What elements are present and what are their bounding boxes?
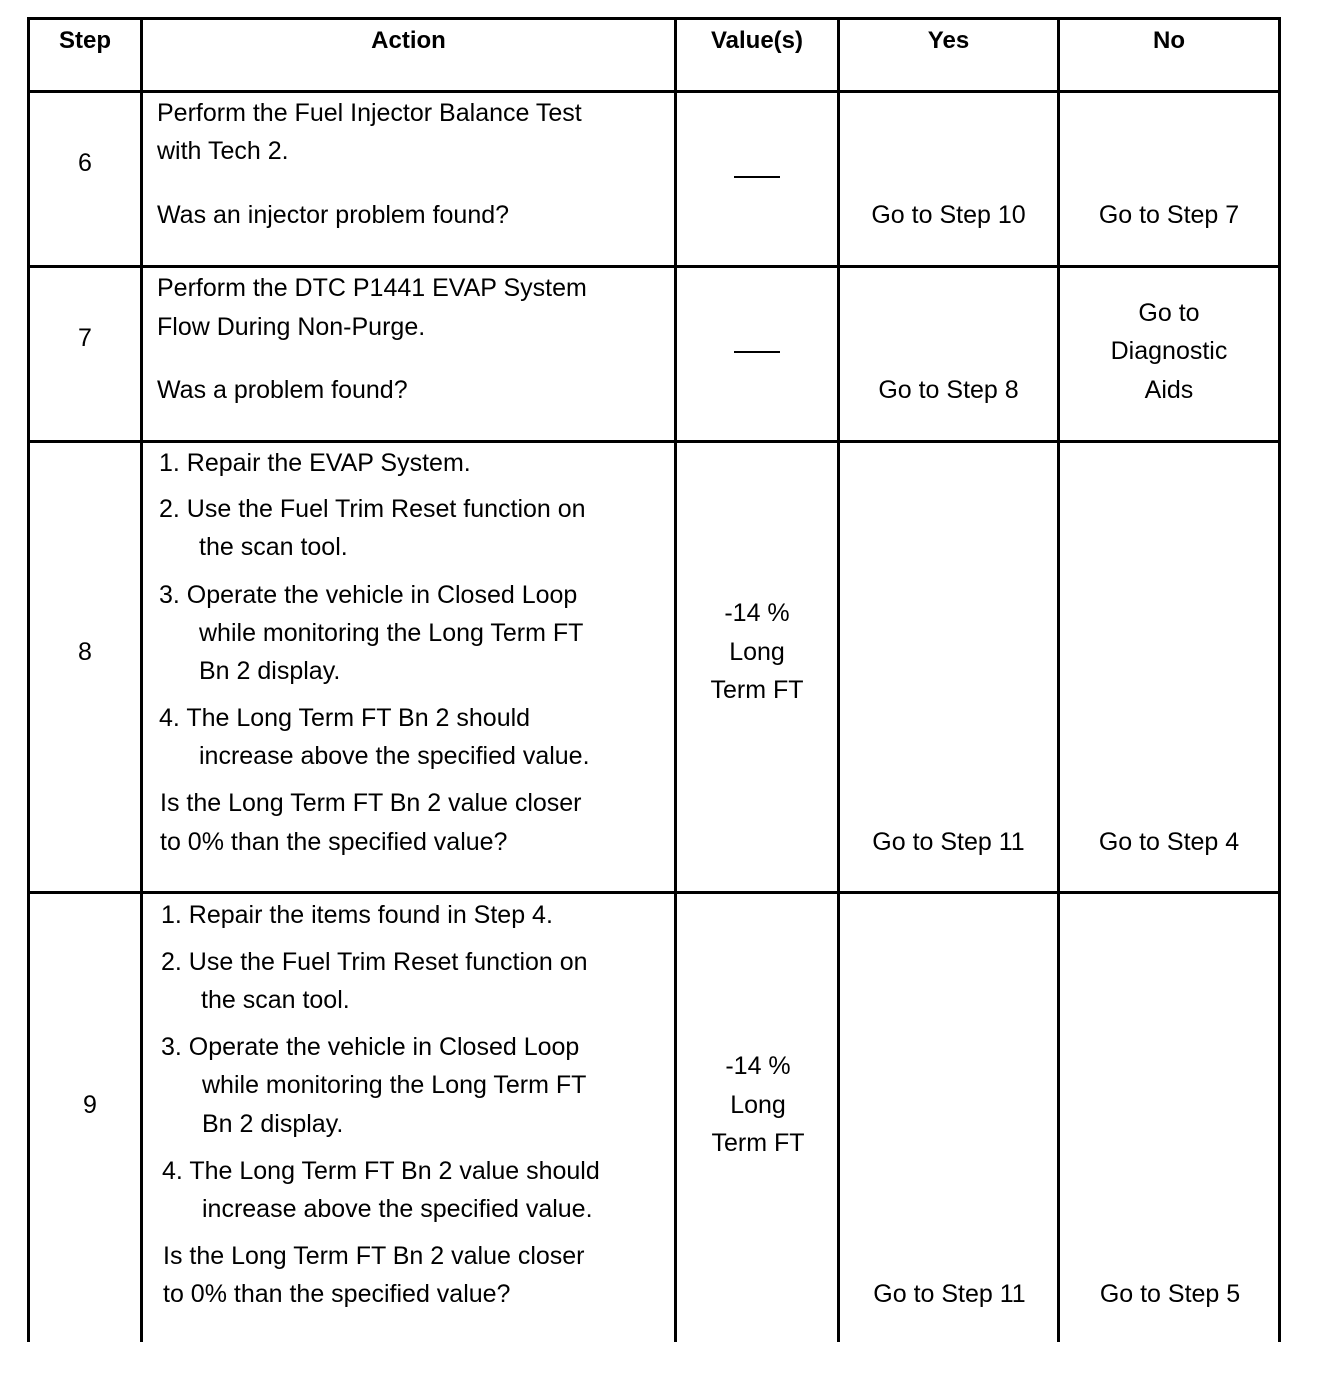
header-values: Value(s) [710, 27, 804, 54]
no-action: Diagnostic [1110, 337, 1228, 365]
yes-action: Go to Step 11 [873, 1280, 1026, 1308]
list-item: increase above the specified value. [202, 1195, 593, 1223]
list-item: 2. Use the Fuel Trim Reset function on [159, 495, 586, 523]
no-action: Go to Step 4 [1098, 828, 1240, 856]
no-action: Aids [1144, 376, 1194, 404]
value-text: Long [730, 1091, 786, 1119]
list-item: 2. Use the Fuel Trim Reset function on [161, 948, 588, 976]
row-6-bottom-border [27, 265, 1281, 268]
table-right-border [1278, 17, 1281, 1342]
list-item: Bn 2 display. [202, 1110, 344, 1138]
question-text: Is the Long Term FT Bn 2 value closer [163, 1242, 585, 1270]
action-text: Flow During Non-Purge. [157, 313, 426, 341]
no-action: Go to [1138, 299, 1200, 327]
value-text: Term FT [710, 676, 804, 704]
list-item: increase above the specified value. [199, 742, 590, 770]
step-number: 9 [83, 1091, 97, 1119]
no-value-dash [734, 351, 780, 353]
list-item: the scan tool. [199, 533, 348, 561]
value-text: -14 % [725, 1052, 791, 1080]
step-number: 8 [78, 638, 92, 666]
row-8-bottom-border [27, 891, 1281, 894]
question-text: to 0% than the specified value? [163, 1280, 511, 1308]
question-text: to 0% than the specified value? [160, 828, 508, 856]
table-top-border [27, 17, 1281, 20]
table-left-border [27, 17, 30, 1342]
row-7-bottom-border [27, 440, 1281, 443]
value-text: Term FT [711, 1129, 805, 1157]
no-value-dash [734, 176, 780, 178]
step-number: 7 [78, 324, 92, 352]
list-item: 1. Repair the items found in Step 4. [161, 901, 553, 929]
header-no: No [1153, 27, 1185, 54]
question-text: Is the Long Term FT Bn 2 value closer [160, 789, 582, 817]
action-text: with Tech 2. [157, 137, 289, 165]
question-text: Was an injector problem found? [157, 201, 510, 229]
action-text: Perform the DTC P1441 EVAP System [157, 274, 587, 302]
list-item: 1. Repair the EVAP System. [159, 449, 471, 477]
yes-action: Go to Step 10 [871, 201, 1026, 229]
yes-action: Go to Step 8 [878, 376, 1019, 404]
yes-action: Go to Step 11 [872, 828, 1025, 856]
value-text: -14 % [724, 599, 790, 627]
list-item: 4. The Long Term FT Bn 2 should [159, 704, 531, 732]
list-item: the scan tool. [201, 986, 350, 1014]
step-column-border [140, 17, 143, 1342]
no-action: Go to Step 7 [1098, 201, 1240, 229]
list-item: 4. The Long Term FT Bn 2 value should [162, 1157, 600, 1185]
list-item: 3. Operate the vehicle in Closed Loop [161, 1033, 580, 1061]
header-yes: Yes [927, 27, 970, 54]
question-text: Was a problem found? [157, 376, 408, 404]
action-text: Perform the Fuel Injector Balance Test [157, 99, 582, 127]
header-step: Step [58, 27, 111, 54]
list-item: while monitoring the Long Term FT [202, 1071, 587, 1099]
list-item: while monitoring the Long Term FT [199, 619, 584, 647]
header-bottom-border [27, 90, 1281, 93]
no-action: Go to Step 5 [1099, 1280, 1241, 1308]
list-item: 3. Operate the vehicle in Closed Loop [159, 581, 578, 609]
step-number: 6 [78, 149, 92, 177]
value-text: Long [729, 638, 785, 666]
list-item: Bn 2 display. [199, 657, 341, 685]
header-action: Action [371, 27, 446, 54]
